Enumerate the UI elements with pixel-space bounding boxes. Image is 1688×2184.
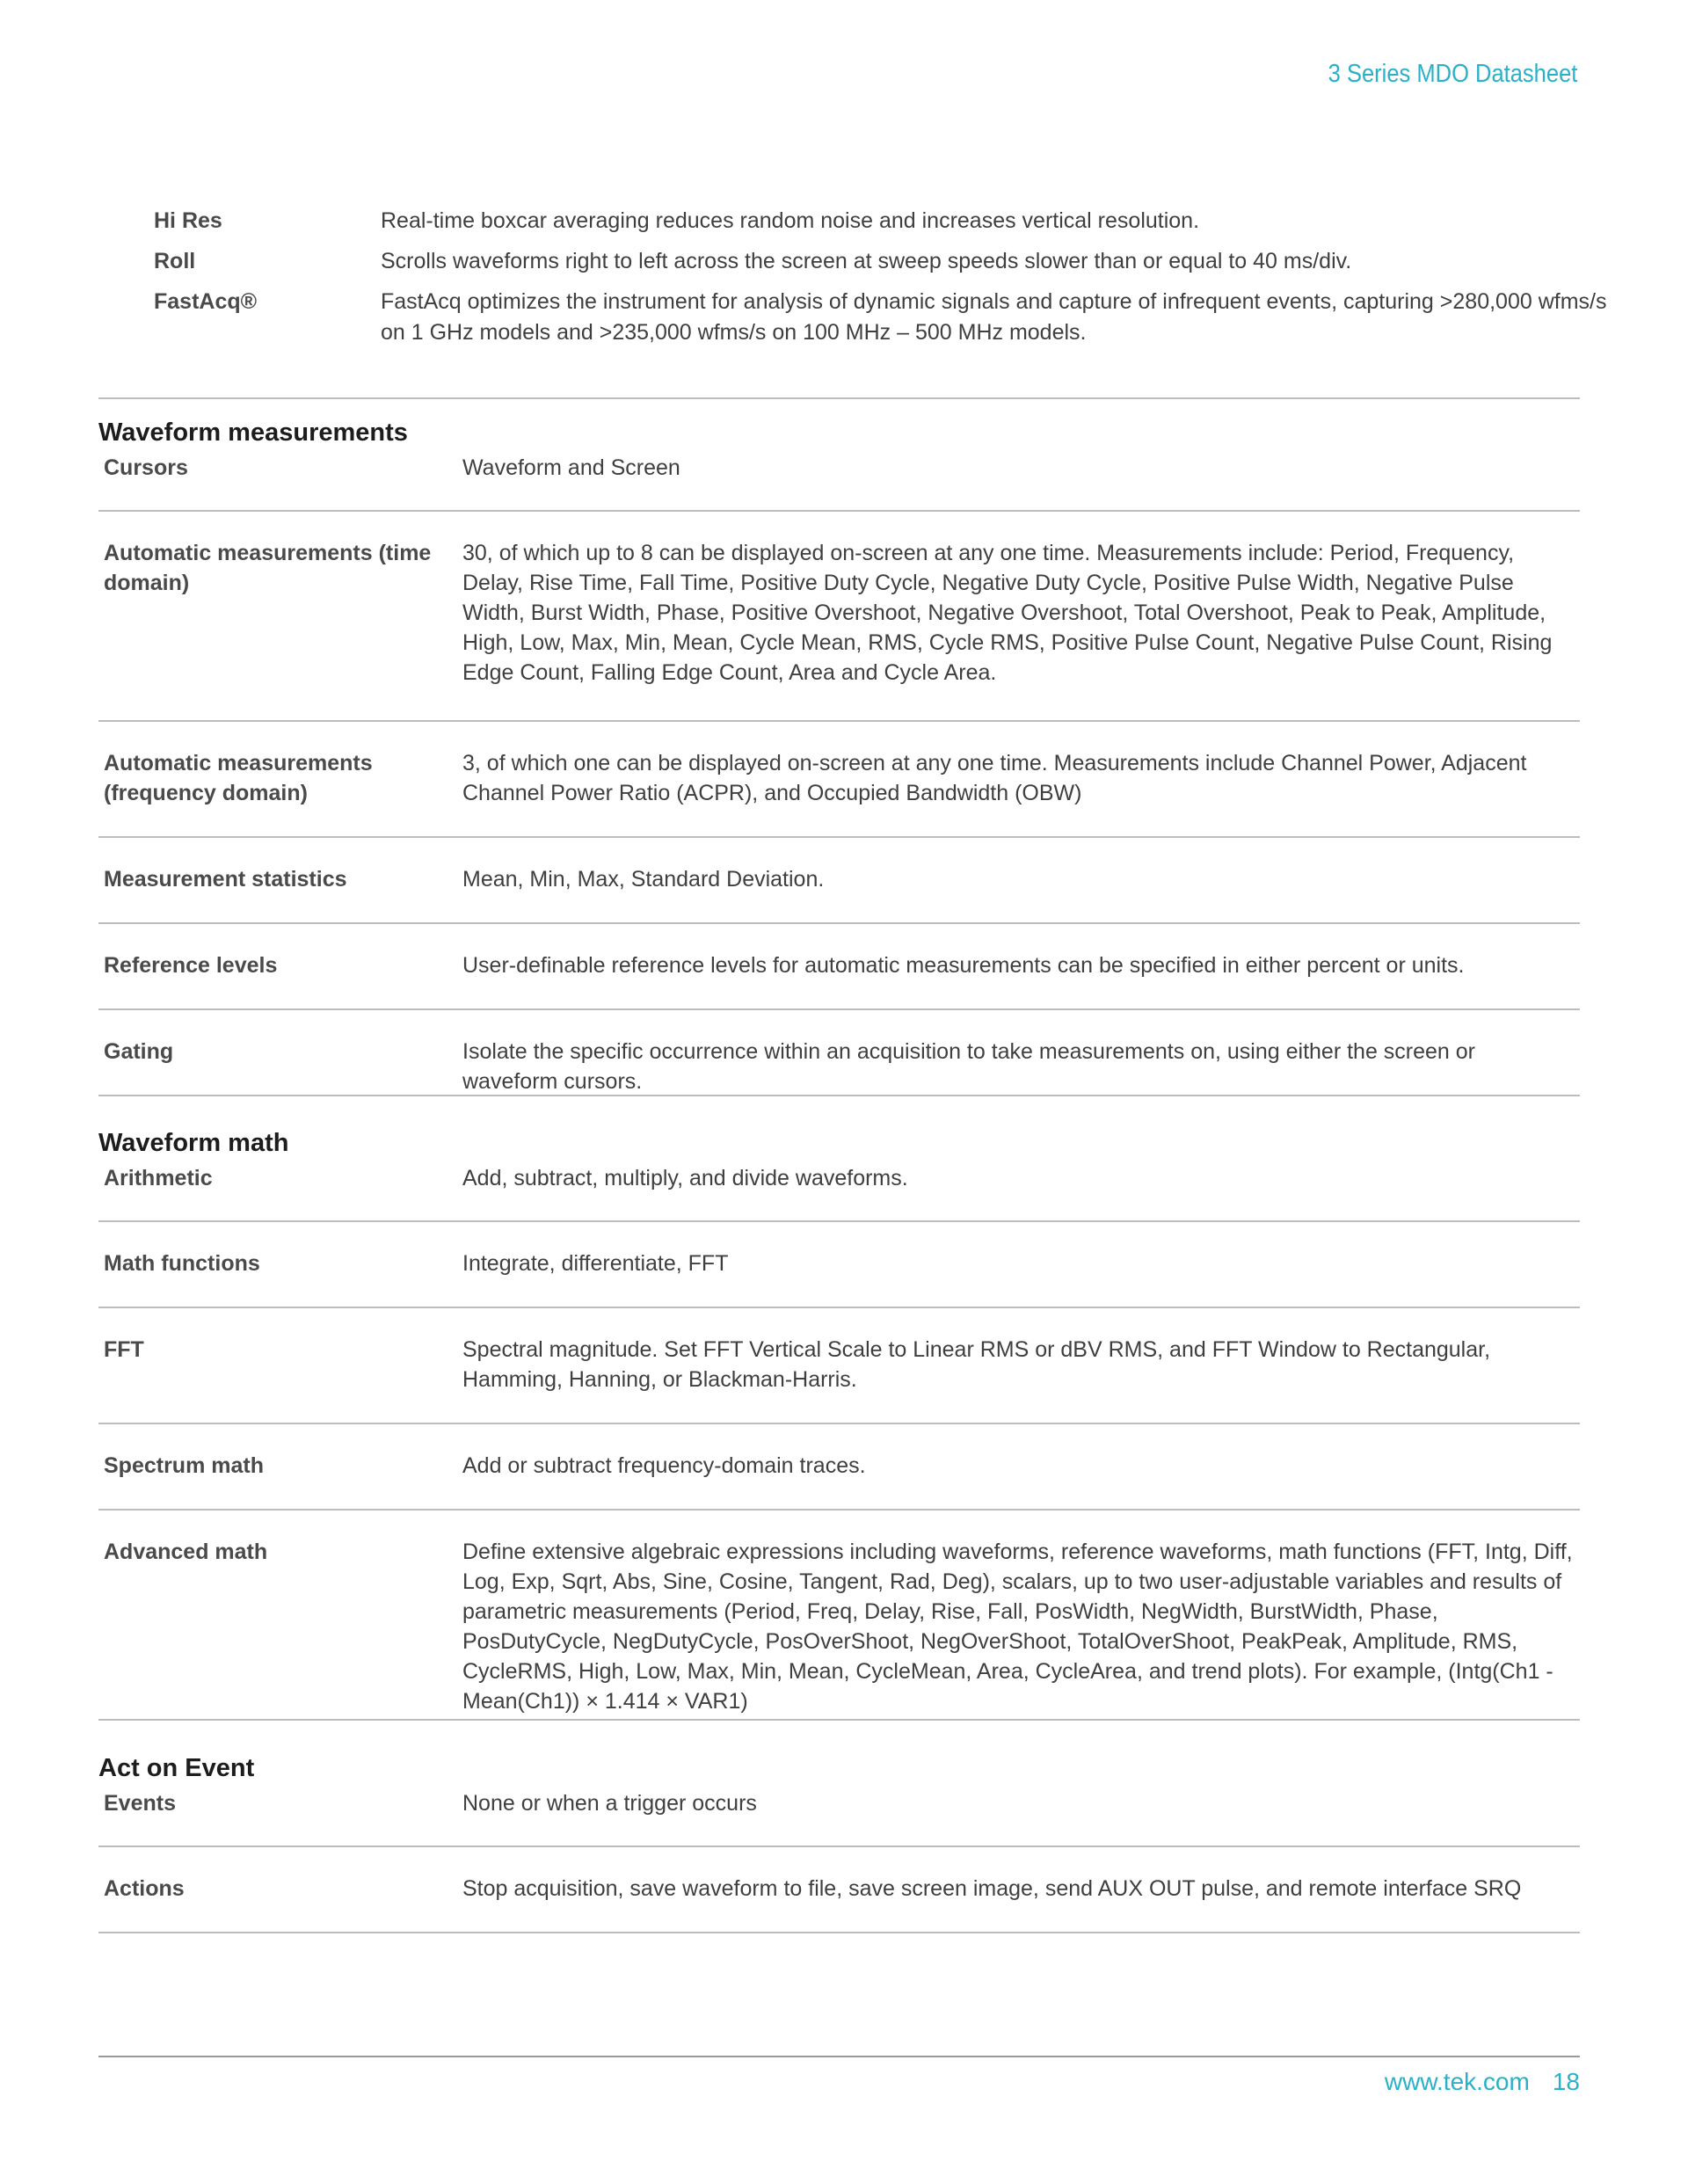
spec-definition: 30, of which up to 8 can be displayed on-screen at any one time. Measurements include: Period, Frequency, Delay, Rise Time, Fall Time, Positive Duty Cycle, Negative Duty Cycle, Positive Pulse Width, Negative Pulse Width, Burst Width, Phase, Positive Overshoot, Negative Overshoot, Total Overshoot, Peak to Peak, Amplitude, High, Low, Max, Min, Mean, Cycle Mean, RMS, Cycle RMS, Positive Pulse Count, Negative Pulse Count, Rising Edge Count, Falling Edge Count, Area and Cycle Area. xyxy=(462,541,1553,685)
spec-term: Arithmetic xyxy=(104,1166,213,1190)
spec-row-spectrum-math xyxy=(98,1424,1580,1511)
spec-definition: Isolate the specific occurrence within an acquisition to take measurements on, using either the screen or waveform cursors. xyxy=(462,1039,1476,1094)
spec-term: Roll xyxy=(154,249,196,273)
section-title: Act on Event xyxy=(98,1754,255,1782)
spec-definition: Add or subtract frequency-domain traces. xyxy=(462,1453,866,1478)
spec-term: Events xyxy=(104,1791,176,1816)
spec-row-auto-frequency xyxy=(98,722,1580,838)
spec-definition: Real-time boxcar averaging reduces random noise and increases vertical resolution. xyxy=(381,208,1200,233)
spec-term: Actions xyxy=(104,1876,185,1901)
spec-term: Gating xyxy=(104,1039,174,1064)
acquisition-modes-list xyxy=(154,206,1613,358)
spec-definition: User-definable reference levels for automatic measurements can be specified in either percent or units. xyxy=(462,953,1465,978)
spec-definition: Waveform and Screen xyxy=(462,455,680,480)
spec-row-actions xyxy=(98,1847,1580,1933)
spec-term: Cursors xyxy=(104,455,188,480)
spec-row-reference-levels xyxy=(98,924,1580,1010)
spec-definition: FastAcq optimizes the instrument for analysis of dynamic signals and capture of infrequent events, capturing >280,000 wfms/s on 1 GHz models and >235,000 wfms/s on 100 MHz – 500 MHz models. xyxy=(381,289,1607,345)
spec-row-advanced-math xyxy=(98,1511,1580,1721)
section-waveform-math xyxy=(98,1123,1580,1721)
spec-term: Measurement statistics xyxy=(104,867,347,892)
spec-term: FastAcq® xyxy=(154,289,258,314)
section-waveform-measurements xyxy=(98,412,1580,1096)
section-title: Waveform math xyxy=(98,1129,289,1157)
page-header-title: 3 Series MDO Datasheet xyxy=(1328,60,1577,88)
spec-term: Hi Res xyxy=(154,208,222,233)
spec-term: Automatic measurements (frequency domain) xyxy=(104,751,373,805)
footer-website-link[interactable]: www.tek.com xyxy=(1384,2068,1530,2095)
footer-divider xyxy=(98,2056,1580,2057)
spec-term: Reference levels xyxy=(104,953,278,978)
spec-row-hi-res xyxy=(154,206,1613,237)
spec-row-math-functions xyxy=(98,1222,1580,1308)
spec-row-measurement-statistics xyxy=(98,838,1580,924)
section-act-on-event xyxy=(98,1748,1580,1933)
spec-definition: Integrate, differentiate, FFT xyxy=(462,1251,729,1276)
spec-row-auto-time xyxy=(98,512,1580,722)
section-title: Waveform measurements xyxy=(98,419,408,447)
spec-term: FFT xyxy=(104,1337,144,1362)
spec-row-cursors xyxy=(98,453,1580,512)
spec-definition: Add, subtract, multiply, and divide waveforms. xyxy=(462,1166,908,1190)
spec-row-events xyxy=(98,1788,1580,1847)
spec-definition: Mean, Min, Max, Standard Deviation. xyxy=(462,867,825,892)
spec-row-fft xyxy=(98,1308,1580,1424)
spec-row-roll xyxy=(154,246,1613,277)
spec-row-gating xyxy=(98,1010,1580,1096)
spec-term: Math functions xyxy=(104,1251,260,1276)
spec-definition: 3, of which one can be displayed on-screen at any one time. Measurements include Channel Power, Adjacent Channel Power Ratio (ACPR), and Occupied Bandwidth (OBW) xyxy=(462,751,1527,805)
page-number: 18 xyxy=(1552,2068,1580,2095)
spec-definition: Define extensive algebraic expressions including waveforms, reference waveforms, math functions (FFT, Intg, Diff, Log, Exp, Sqrt, Abs, Sine, Cosine, Tangent, Rad, Deg), scalars, up to two user-adjustable variables and results of parametric measurements (Period, Freq, Delay, Rise, Fall, PosWidth, NegWidth, BurstWidth, Phase, PosDutyCycle, NegDutyCycle, PosOverShoot, NegOverShoot, TotalOverShoot, PeakPeak, Amplitude, RMS, CycleRMS, High, Low, Max, Min, Mean, CycleMean, Area, CycleArea, and trend plots). For example, (Intg(Ch1 - Mean(Ch1)) × 1.414 × VAR1) xyxy=(462,1540,1573,1714)
spec-definition: Scrolls waveforms right to left across the screen at sweep speeds slower than or equal to 40 ms/div. xyxy=(381,249,1352,273)
spec-definition: None or when a trigger occurs xyxy=(462,1791,757,1816)
spec-row-fastacq xyxy=(154,287,1613,348)
spec-term: Advanced math xyxy=(104,1540,268,1564)
spec-definition: Stop acquisition, save waveform to file, save screen image, send AUX OUT pulse, and remote interface SRQ xyxy=(462,1876,1522,1901)
spec-term: Automatic measurements (time domain) xyxy=(104,541,432,595)
section-divider xyxy=(98,397,1580,399)
spec-row-arithmetic xyxy=(98,1163,1580,1222)
page-footer xyxy=(1385,2068,1580,2096)
spec-definition: Spectral magnitude. Set FFT Vertical Scale to Linear RMS or dBV RMS, and FFT Window to Rectangular, Hamming, Hanning, or Blackman-Harris. xyxy=(462,1337,1491,1392)
spec-term: Spectrum math xyxy=(104,1453,264,1478)
